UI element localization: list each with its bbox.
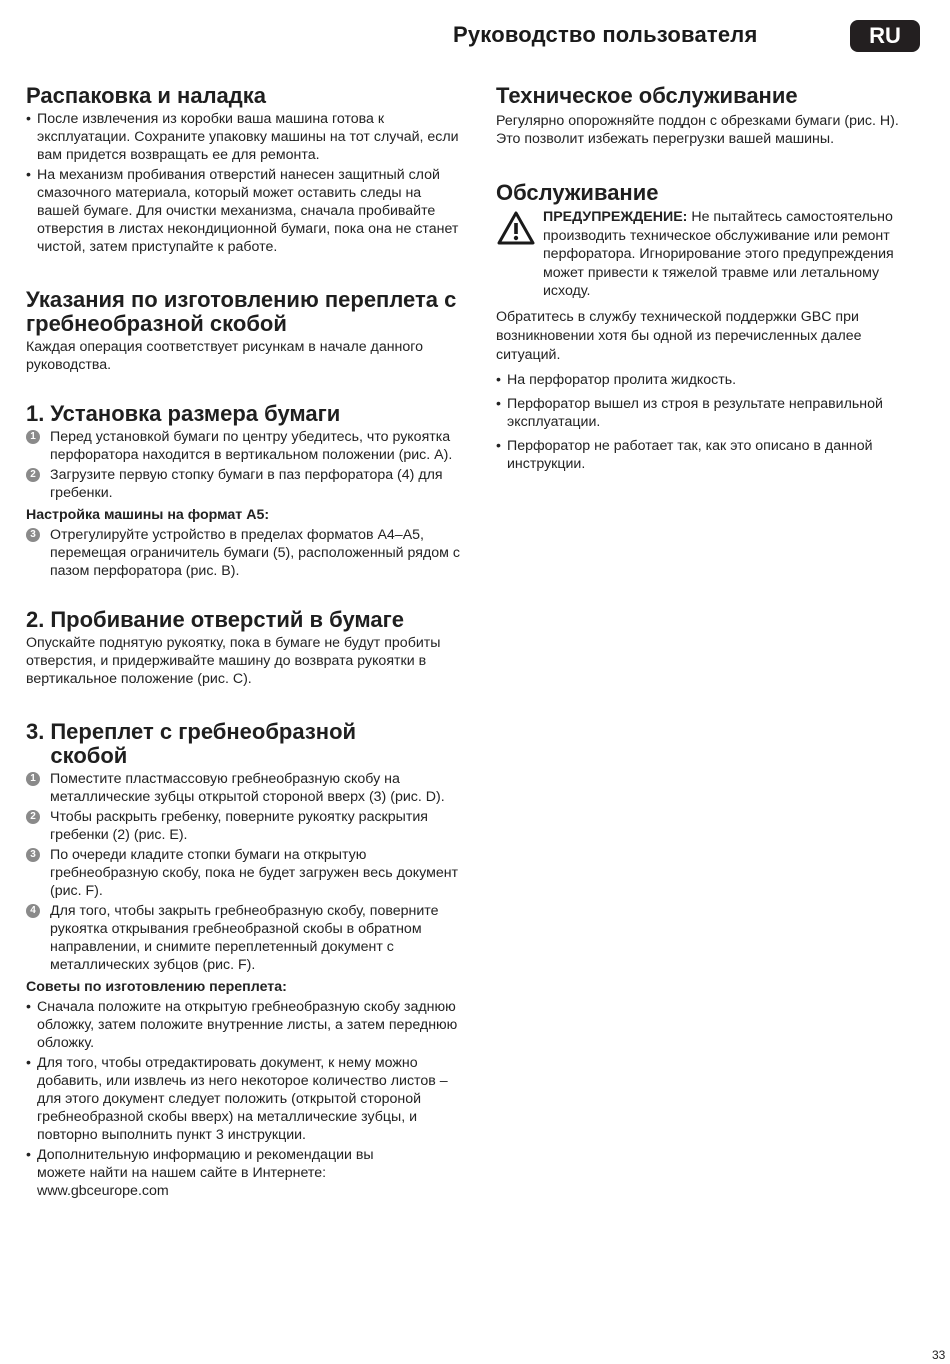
list-item: 1 Перед установкой бумаги по центру убедитесь, что рукоятка перфоратора находится в вертикальном положении (рис. A). (26, 428, 466, 464)
list-item: 3 Отрегулируйте устройство в пределах форматов A4–A5, перемещая ограничитель бумаги (5), расположенный рядом с пазом перфоратора (рис. B). (26, 526, 466, 580)
list-item: • После извлечения из коробки ваша машина готова к эксплуатации. Сохраните упаковку машины на тот случай, если вам придется возвращать ее для ремонта. (26, 111, 459, 163)
section-title-service: Обслуживание (496, 180, 659, 205)
section-title-maintenance: Техническое обслуживание (496, 83, 798, 108)
section-title-unpack: Распаковка и наладка (26, 83, 267, 108)
punching-text: Опускайте поднятую рукоятку, пока в бумаге не будут пробиты отверстия, и придерживайте машину до возврата рукоятки в вертикальное положение (рис. C). (26, 635, 441, 687)
list-item: • Перфоратор не работает так, как это описано в данной инструкции. (496, 437, 873, 472)
service-text: Обратитесь в службу технической поддержки GBC при возникновении хотя бы одной из перечисленных далее ситуаций. (496, 308, 862, 363)
right-column (496, 84, 926, 473)
list-item: 4 Для того, чтобы закрыть гребнеобразную скобу, поверните рукоятка открывания гребнеобразной скобы в обратном направлении, и снимите переплетенный документ с металлических зубцов (рис. F). (26, 902, 466, 974)
section-title-binding: 3. Переплет с гребнеобразной скобой (26, 719, 357, 768)
list-item: 2 Загрузите первую стопку бумаги в паз перфоратора (4) для гребенки. (26, 466, 466, 502)
page-header-title: Руководство пользователя (453, 22, 758, 47)
list-item: • Сначала положите на открытую гребнеобразную скобу заднюю обложку, затем положите внутренние листы, а затем переднюю обложку. (26, 999, 458, 1051)
warning-text: ПРЕДУПРЕЖДЕНИЕ: Не пытайтесь самостоятельно производить техническое обслуживание или ремонт перфоратора. Игнорирование этого предупреждения может привести к тяжелой травме или летальному исходу. (543, 209, 894, 299)
list-item: 2 Чтобы раскрыть гребенку, поверните рукоятку раскрытия гребенки (2) (рис. E). (26, 808, 466, 844)
subheading-tips: Советы по изготовлению переплета: (26, 979, 287, 995)
page-number: 33 (932, 1348, 946, 1362)
instructions-text: Каждая операция соответствует рисункам в начале данного руководства. (26, 339, 424, 373)
language-badge: RU (850, 20, 920, 52)
warning-block (496, 208, 926, 301)
list-item: • Для того, чтобы отредактировать документ, к нему можно добавить, или извлечь из него некоторое количество листов – для этого документ следует положить (открытой стороной гребнеобразной скобы вверх) на металлические зубцы, и повторно выполнить пункт 3 инструкции. (26, 1055, 448, 1143)
list-item: • Дополнительную информацию и рекомендации вы можете найти на нашем сайте в Интернете: www.gbceurope.com (26, 1147, 374, 1199)
list-item: 1 Поместите пластмассовую гребнеобразную скобу на металлические зубцы открытой стороной вверх (3) (рис. D). (26, 770, 466, 806)
warning-icon (496, 210, 536, 301)
section-title-instructions: Указания по изготовлению переплета с гребнеобразной скобой (26, 287, 457, 336)
subheading-a5: Настройка машины на формат A5: (26, 507, 270, 523)
maintenance-text: Регулярно опорожняйте поддон с обрезками бумаги (рис. H). Это позволит избежать перегрузки вашей машины. (496, 113, 899, 147)
warning-label: ПРЕДУПРЕЖДЕНИЕ: (543, 209, 688, 225)
list-item: • На механизм пробивания отверстий нанесен защитный слой смазочного материала, который может оставить следы на вашей бумаге. Для очистки механизма, сначала пробивайте отверстия в листах некондиционной бумаги, пока она не станет чистой, затем приступайте к работе. (26, 167, 459, 255)
list-item: 3 По очереди кладите стопки бумаги на открытую гребнеобразную скобу, пока не будет загружен весь документ (рис. F). (26, 846, 466, 900)
list-item: • Перфоратор вышел из строя в результате неправильной эксплуатации. (496, 395, 883, 430)
section-title-punching: 2. Пробивание отверстий в бумаге (26, 607, 405, 632)
left-column (26, 84, 466, 1200)
section-title-paper-size: 1. Установка размера бумаги (26, 401, 341, 426)
list-item: • На перфоратор пролита жидкость. (496, 371, 737, 388)
